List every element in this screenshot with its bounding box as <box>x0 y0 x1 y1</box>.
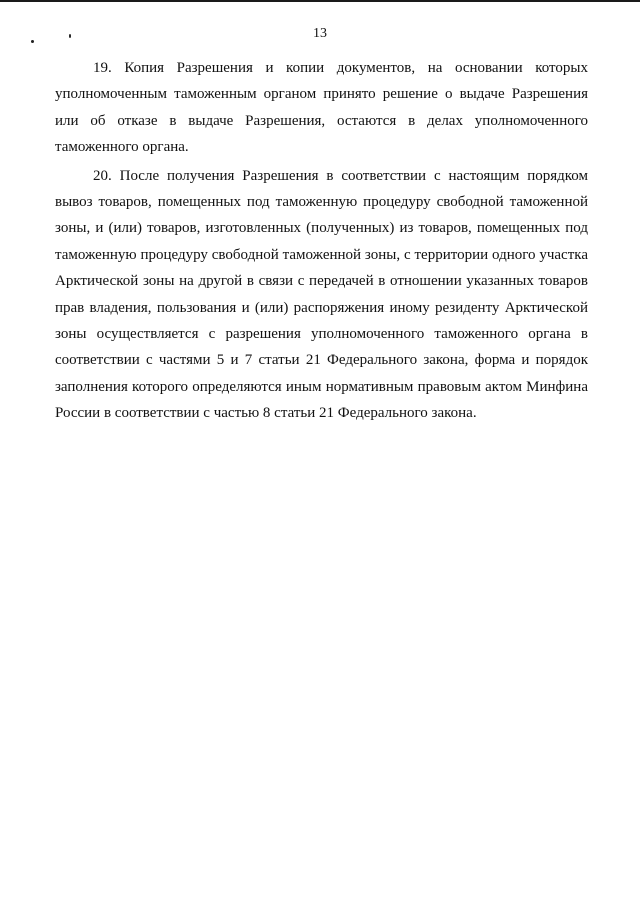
scan-top-edge <box>0 0 640 2</box>
document-body <box>55 55 588 427</box>
paragraph-19: 19. Копия Разрешения и копии документов, на основании которых уполномоченным таможенным органом принято решение о выдаче Разрешения или об отказе в выдаче Разрешения, остаются в делах уполномоченного таможенного органа. <box>55 60 588 156</box>
page-number: 13 <box>313 26 327 41</box>
paragraph-20: 20. После получения Разрешения в соответствии с настоящим порядком вывоз товаров, помещенных под таможенную процедуру свободной таможенной зоны, и (или) товаров, изготовленных (полученных) из товаров, помещенных под таможенную процедуру свободной таможенной зоны, с территории одного участка Арктической зоны на другой в связи с передачей в отношении указанных товаров прав владения, пользования и (или) распоряжения иному резиденту Арктической зоны осуществляется с разрешения уполномоченного таможенного органа в соответствии с частями 5 и 7 статьи 21 Федерального закона, форма и порядок заполнения которого определяются иным нормативным правовым актом Минфина России в соответствии с частью 8 статьи 21 Федерального закона. <box>55 167 588 422</box>
